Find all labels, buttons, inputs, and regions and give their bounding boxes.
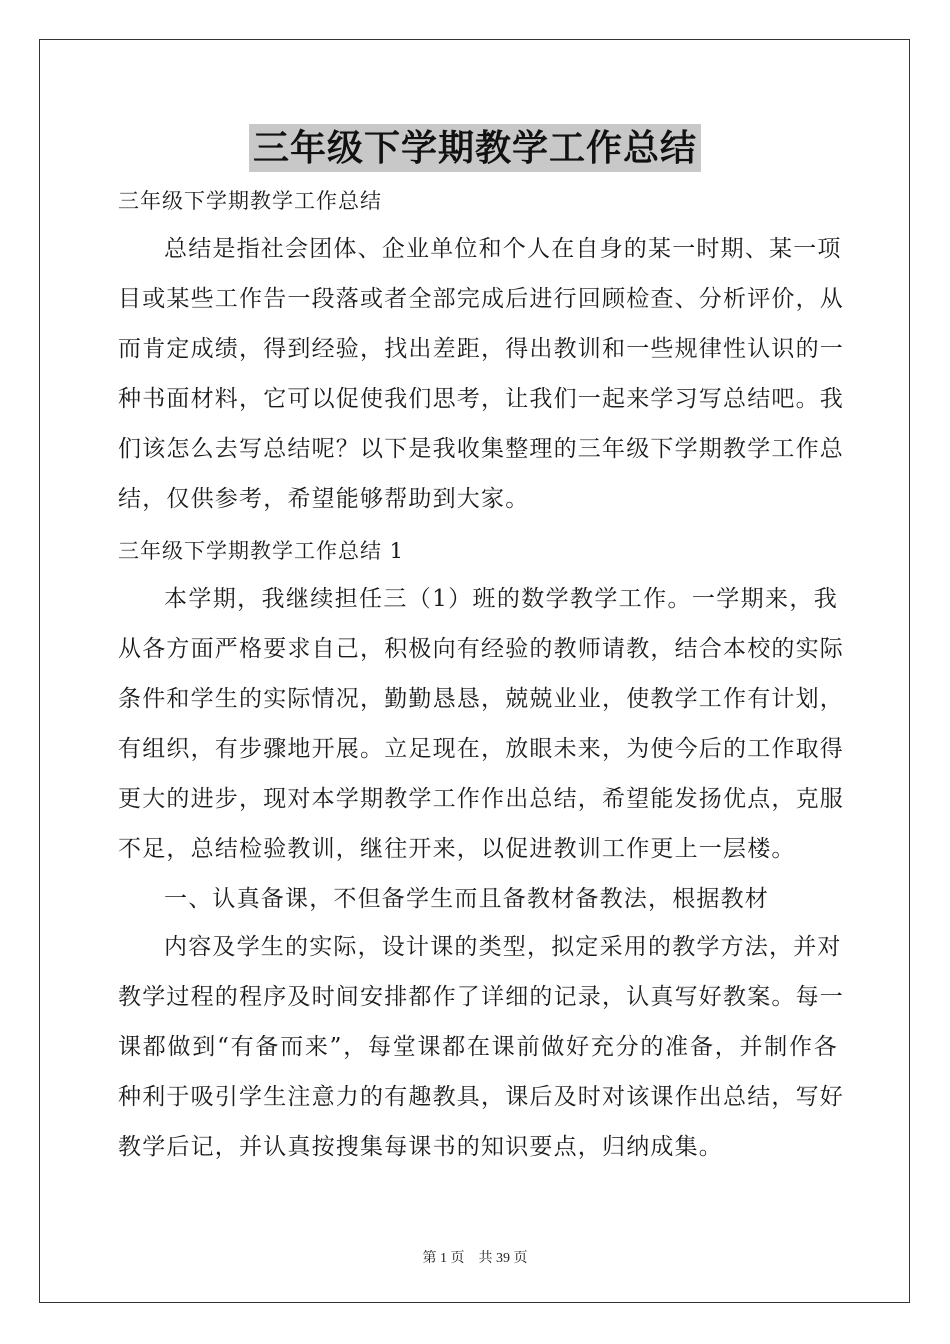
intro-line: 们该怎么去写总结呢？以下是我收集整理的三年级下学期教学工作总: [118, 436, 844, 462]
intro-line: 而肯定成绩，得到经验，找出差距，得出教训和一些规律性认识的一: [118, 336, 844, 362]
point-line: 教学后记，并认真按搜集每课书的知识要点，归纳成集。: [118, 1134, 723, 1160]
intro-line: 种书面材料，它可以促使我们思考，让我们一起来学习写总结吧。我: [118, 386, 844, 412]
intro-line: 总结是指社会团体、企业单位和个人在自身的某一时期、某一项: [164, 236, 842, 262]
title-container: [0, 124, 950, 172]
page-number: 第 1 页: [422, 1251, 465, 1266]
intro-line: 目或某些工作告一段落或者全部完成后进行回顾检查、分析评价，从: [118, 286, 844, 312]
section-line: 不足，总结检验教训，继往开来，以促进教训工作更上一层楼。: [118, 836, 796, 862]
point-line: 课都做到“有备而来”，每堂课都在课前做好充分的准备，并制作各: [118, 1034, 838, 1060]
section-line: 条件和学生的实际情况，勤勤恳恳，兢兢业业，使教学工作有计划，: [118, 686, 844, 712]
section-line: 从各方面严格要求自己，积极向有经验的教师请教，结合本校的实际: [118, 636, 844, 662]
point-line: 内容及学生的实际，设计课的类型，拟定采用的教学方法，并对: [164, 934, 842, 960]
page-total: 共 39 页: [478, 1251, 528, 1266]
page-footer: [0, 1247, 950, 1267]
document-title: 三年级下学期教学工作总结: [249, 124, 701, 172]
document-subtitle: 三年级下学期教学工作总结: [118, 189, 382, 213]
page-border: [39, 39, 910, 1303]
section-line: 有组织，有步骤地开展。立足现在，放眼未来，为使今后的工作取得: [118, 736, 844, 762]
section-line: 本学期，我继续担任三（1）班的数学教学工作。一学期来，我: [164, 586, 838, 612]
point-line: 种利于吸引学生注意力的有趣教具，课后及时对该课作出总结，写好: [118, 1084, 844, 1110]
point-heading: 一、认真备课，不但备学生而且备教材备教法，根据教材: [164, 886, 769, 912]
intro-line: 结，仅供参考，希望能够帮助到大家。: [118, 486, 530, 512]
section-heading: 三年级下学期教学工作总结 1: [118, 539, 405, 563]
point-line: 教学过程的程序及时间安排都作了详细的记录，认真写好教案。每一: [118, 984, 844, 1010]
section-line: 更大的进步，现对本学期教学工作作出总结，希望能发扬优点，克服: [118, 786, 844, 812]
